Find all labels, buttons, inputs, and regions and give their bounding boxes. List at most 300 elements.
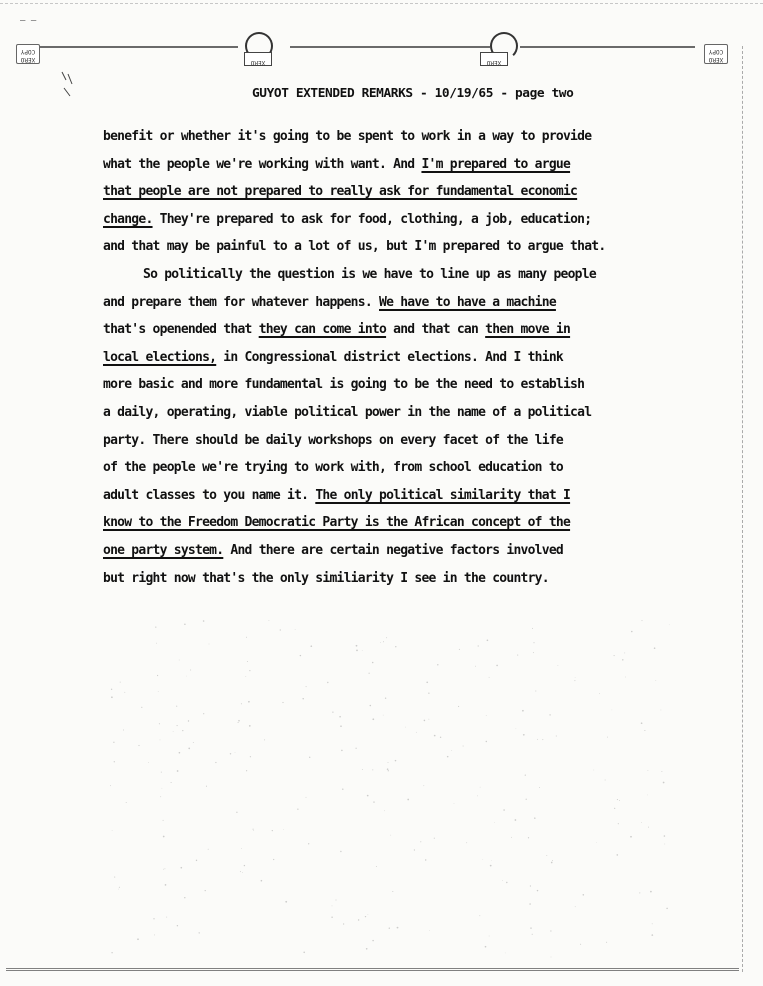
speckle-dot xyxy=(249,670,250,671)
speckle-dot xyxy=(551,957,552,958)
speckle-dot xyxy=(156,643,157,644)
speckle-dot xyxy=(641,722,643,724)
speckle-dot xyxy=(616,854,618,856)
speckle-dot xyxy=(206,786,207,787)
speckle-dot xyxy=(163,820,164,821)
speckle-dot xyxy=(332,711,333,712)
speckle-dot xyxy=(388,770,389,771)
speckle-dot xyxy=(246,637,247,638)
speckle-dot xyxy=(153,918,154,919)
speckle-dot xyxy=(486,715,487,716)
speckle-dot xyxy=(126,802,127,803)
speckle-dot xyxy=(154,934,155,935)
speckle-dot xyxy=(362,769,363,770)
underlined-text: change. xyxy=(103,211,153,227)
speckle-dot xyxy=(372,940,373,941)
speckle-dot xyxy=(209,644,210,645)
xero-copy-stamp-right: XERO COPY xyxy=(704,44,728,64)
speckle-dot xyxy=(230,753,231,754)
speckle-dot xyxy=(523,734,525,736)
text-line xyxy=(103,123,703,151)
speckle-dot xyxy=(196,860,197,861)
speckle-dot xyxy=(372,662,374,664)
speckle-dot xyxy=(165,884,167,886)
speckle-dot xyxy=(120,682,121,683)
speckle-dot xyxy=(148,762,149,763)
speckle-dot xyxy=(440,737,441,738)
speckle-dot xyxy=(502,880,503,881)
speckle-dot xyxy=(414,849,415,850)
speckle-dot xyxy=(454,803,455,804)
speckle-dot xyxy=(617,799,618,800)
speckle-dot xyxy=(429,930,430,931)
corner-mark: ‒ ‒ xyxy=(20,16,37,26)
speckle-dot xyxy=(647,770,648,771)
speckle-dot xyxy=(664,835,666,837)
speckle-dot xyxy=(489,936,490,937)
speckle-dot xyxy=(426,682,428,684)
speckle-dot xyxy=(159,723,160,724)
speckle-dot xyxy=(155,626,156,627)
speckle-dot xyxy=(386,637,387,638)
speckle-dot xyxy=(358,919,359,920)
speckle-dot xyxy=(647,795,648,796)
xero-copy-stamp-left: XERO COPY xyxy=(16,44,40,64)
text-segment: adult classes to you name it. xyxy=(103,487,316,503)
speckle-dot xyxy=(517,655,518,656)
speckle-dot xyxy=(370,705,372,707)
speckle-dot xyxy=(208,849,209,850)
speckle-dot xyxy=(111,696,113,698)
speckle-dot xyxy=(186,676,187,677)
top-rule-middle xyxy=(290,46,490,48)
speckle-dot xyxy=(177,725,178,726)
speckle-dot xyxy=(365,916,366,917)
speckle-dot xyxy=(308,843,309,844)
speckle-dot xyxy=(669,624,670,625)
speckle-dot xyxy=(528,837,529,838)
underlined-text: I'm prepared to argue xyxy=(421,156,571,172)
speckle-dot xyxy=(383,715,384,716)
speckle-dot xyxy=(424,720,426,722)
speckle-dot xyxy=(171,782,172,783)
speckle-dot xyxy=(458,706,459,707)
paragraph-1 xyxy=(103,123,703,261)
speckle-dot xyxy=(607,737,608,738)
speckle-dot xyxy=(648,827,649,828)
text-line xyxy=(103,233,703,261)
speckle-dot xyxy=(368,914,369,915)
speckle-dot xyxy=(385,698,386,699)
speckle-dot xyxy=(285,901,287,903)
speckle-dot xyxy=(184,624,186,626)
speckle-dot xyxy=(599,693,600,694)
speckle-dot xyxy=(240,871,241,872)
speckle-dot xyxy=(373,801,374,802)
speckle-dot xyxy=(437,664,438,665)
speckle-dot xyxy=(397,927,399,929)
speckle-dot xyxy=(332,906,333,907)
speckle-dot xyxy=(516,728,517,729)
speckle-dot xyxy=(630,836,632,838)
speckle-dot xyxy=(549,714,550,715)
speckle-dot xyxy=(428,693,429,694)
speckle-dot xyxy=(434,838,435,839)
speckle-dot xyxy=(642,620,643,621)
speckle-dot xyxy=(331,917,332,918)
bottom-rule xyxy=(6,968,739,971)
speckle-dot xyxy=(248,701,250,703)
speckle-dot xyxy=(425,859,426,860)
speckle-dot xyxy=(182,730,183,731)
speckle-dot xyxy=(341,750,343,752)
speckle-dot xyxy=(306,686,307,687)
speckle-dot xyxy=(666,908,668,910)
speckle-dot xyxy=(390,835,391,836)
underlined-text: We have to have a machine xyxy=(379,294,556,310)
paper-speckle-texture xyxy=(110,620,670,960)
speckle-dot xyxy=(343,923,344,924)
text-line xyxy=(103,206,703,234)
speckle-dot xyxy=(475,666,476,667)
underlined-text: know to the Freedom Democratic Party is the African concept of the xyxy=(103,515,571,531)
speckle-dot xyxy=(238,722,239,723)
speckle-dot xyxy=(253,829,254,830)
speckle-dot xyxy=(372,769,373,770)
speckle-dot xyxy=(655,680,656,681)
speckle-dot xyxy=(407,799,409,801)
speckle-dot xyxy=(405,727,406,728)
speckle-dot xyxy=(310,645,312,647)
speckle-dot xyxy=(177,770,179,772)
speckle-dot xyxy=(593,770,594,771)
speckle-dot xyxy=(215,762,216,763)
speckle-dot xyxy=(119,887,120,888)
underlined-text: that people are not prepared to really ask for fundamental economic xyxy=(103,184,578,200)
speckle-dot xyxy=(583,894,585,896)
speckle-dot xyxy=(596,842,597,843)
speckle-dot xyxy=(188,720,189,721)
speckle-dot xyxy=(575,906,576,907)
speckle-dot xyxy=(188,748,190,750)
speckle-dot xyxy=(241,703,242,704)
speckle-dot xyxy=(173,731,174,732)
speckle-dot xyxy=(480,787,481,788)
speckle-dot xyxy=(124,692,125,693)
speckle-dot xyxy=(652,923,653,924)
speckle-dot xyxy=(534,817,536,819)
speckle-dot xyxy=(485,946,487,948)
speckle-dot xyxy=(429,719,430,720)
speckle-dot xyxy=(282,702,283,703)
speckle-dot xyxy=(366,948,368,950)
speckle-dot xyxy=(552,860,553,861)
speckle-dot xyxy=(463,746,464,747)
text-line xyxy=(103,151,703,179)
speckle-dot xyxy=(160,796,161,797)
text-line xyxy=(103,289,703,317)
top-tear-line xyxy=(0,3,763,4)
speckle-dot xyxy=(525,774,526,775)
speckle-dot xyxy=(203,713,204,714)
speckle-dot xyxy=(205,890,206,891)
speckle-dot xyxy=(161,772,162,773)
page-header: GUYOT EXTENDED REMARKS - 10/19/65 - page two xyxy=(252,86,574,101)
speckle-dot xyxy=(644,730,645,731)
speckle-dot xyxy=(641,822,642,823)
speckle-dot xyxy=(384,810,385,811)
speckle-dot xyxy=(546,855,547,856)
top-rule-left xyxy=(38,46,238,48)
speckle-dot xyxy=(264,739,265,740)
speckle-dot xyxy=(389,927,390,928)
speckle-dot xyxy=(624,652,625,653)
speckle-dot xyxy=(164,868,165,869)
speckle-dot xyxy=(242,872,243,873)
speckle-dot xyxy=(297,809,298,810)
speckle-dot xyxy=(273,859,274,860)
speckle-dot xyxy=(179,660,180,661)
speckle-dot xyxy=(123,729,124,730)
speckle-dot xyxy=(335,899,336,900)
speckle-dot xyxy=(245,676,246,677)
speckle-dot xyxy=(395,646,396,647)
paragraph-2 xyxy=(103,261,703,592)
text-line xyxy=(103,509,703,537)
speckle-dot xyxy=(479,915,480,916)
speckle-dot xyxy=(176,706,177,707)
speckle-dot xyxy=(114,761,115,762)
speckle-dot xyxy=(539,787,540,788)
speckle-dot xyxy=(663,782,665,784)
speckle-dot xyxy=(496,665,498,667)
speckle-dot xyxy=(340,725,342,727)
text-segment: So politically the question is we have to line up as many people xyxy=(143,266,596,282)
text-segment: They're prepared to ask for food, clothing, a job, education; xyxy=(152,211,592,227)
speckle-dot xyxy=(395,760,397,762)
text-line xyxy=(103,261,703,289)
speckle-dot xyxy=(268,620,269,621)
speckle-dot xyxy=(491,860,492,861)
speckle-dot xyxy=(505,953,506,954)
speckle-dot xyxy=(651,934,653,936)
speckle-dot xyxy=(302,698,303,699)
speckle-dot xyxy=(639,892,640,893)
speckle-dot xyxy=(451,750,452,751)
speckle-dot xyxy=(494,822,495,823)
speckle-dot xyxy=(190,670,191,671)
speckle-dot xyxy=(355,748,356,749)
speckle-dot xyxy=(137,938,139,940)
speckle-dot xyxy=(606,942,607,943)
speckle-dot xyxy=(625,677,626,678)
text-line xyxy=(103,316,703,344)
speckle-dot xyxy=(614,655,615,656)
speckle-dot xyxy=(478,645,479,646)
speckle-dot xyxy=(163,836,165,838)
speckle-dot xyxy=(309,757,310,758)
speckle-dot xyxy=(550,930,551,931)
text-segment: and prepare them for whatever happens. xyxy=(103,294,379,310)
xero-copy-label-right: XERO xyxy=(480,52,508,66)
speckle-dot xyxy=(110,785,111,786)
text-line xyxy=(103,178,703,206)
speckle-dot xyxy=(515,819,517,821)
speckle-dot xyxy=(537,739,538,740)
speckle-dot xyxy=(238,720,240,722)
speckle-dot xyxy=(416,732,417,733)
speckle-dot xyxy=(618,823,619,824)
speckle-dot xyxy=(138,745,139,746)
speckle-dot xyxy=(158,691,159,692)
text-line xyxy=(103,371,703,399)
speckle-dot xyxy=(114,877,115,878)
speckle-dot xyxy=(482,859,483,860)
speckle-dot xyxy=(619,800,620,801)
speckle-dot xyxy=(383,641,384,642)
speckle-dot xyxy=(532,934,533,935)
speckle-dot xyxy=(367,795,369,797)
speckle-dot xyxy=(249,725,251,727)
speckle-dot xyxy=(533,652,534,653)
speckle-dot xyxy=(535,690,536,691)
speckle-dot xyxy=(447,756,449,758)
speckle-dot xyxy=(179,752,181,754)
speckle-dot xyxy=(551,862,553,864)
speckle-dot xyxy=(605,780,606,781)
speckle-dot xyxy=(295,629,296,630)
text-segment: a daily, operating, viable political power in the name of a political xyxy=(103,404,592,420)
speckle-dot xyxy=(423,785,424,786)
text-segment: but right now that's the only similiarity I see in the country. xyxy=(103,570,549,586)
speckle-dot xyxy=(580,944,581,945)
speckle-dot xyxy=(300,655,301,656)
speckle-dot xyxy=(537,890,538,891)
text-line xyxy=(103,427,703,455)
speckle-dot xyxy=(112,830,113,831)
text-segment: that's openended that xyxy=(103,322,259,338)
text-line xyxy=(103,344,703,372)
speckle-dot xyxy=(250,756,251,757)
speckle-dot xyxy=(241,848,242,849)
speckle-dot xyxy=(526,799,527,800)
speckle-dot xyxy=(327,682,328,683)
speckle-dot xyxy=(203,620,205,622)
speckle-dot xyxy=(533,642,534,643)
speckle-dot xyxy=(522,710,524,712)
speckle-dot xyxy=(303,952,305,954)
speckle-dot xyxy=(193,742,194,743)
speckle-dot xyxy=(556,735,557,736)
speckle-dot xyxy=(506,882,507,883)
speckle-dot xyxy=(487,639,489,641)
speckle-dot xyxy=(575,677,576,678)
text-segment: And there are certain negative factors involved xyxy=(223,542,563,558)
margin-scribble-mark xyxy=(60,70,80,100)
speckle-dot xyxy=(177,925,178,926)
speckle-dot xyxy=(162,788,163,789)
speckle-dot xyxy=(261,880,263,882)
speckle-dot xyxy=(631,631,633,633)
speckle-dot xyxy=(574,680,575,681)
text-line xyxy=(103,537,703,565)
speckle-dot xyxy=(342,788,343,789)
underlined-text: local elections, xyxy=(103,349,217,365)
speckle-dot xyxy=(253,830,254,831)
speckle-dot xyxy=(244,865,245,866)
text-segment: in Congressional district elections. And I think xyxy=(216,349,563,365)
speckle-dot xyxy=(486,741,487,742)
underlined-text: one party system. xyxy=(103,542,224,558)
speckle-dot xyxy=(157,675,158,676)
speckle-dot xyxy=(111,689,112,690)
speckle-dot xyxy=(199,932,200,933)
speckle-dot xyxy=(236,812,237,813)
speckle-dot xyxy=(387,768,389,770)
speckle-dot xyxy=(664,844,665,845)
underlined-text: The only political similarity that I xyxy=(315,487,571,503)
speckle-dot xyxy=(530,927,531,928)
speckle-dot xyxy=(612,710,613,711)
text-segment: of the people we're trying to work with, from school education to xyxy=(103,460,563,476)
speckle-dot xyxy=(511,837,512,838)
speckle-dot xyxy=(280,629,281,630)
text-segment: benefit or whether it's going to be spent to work in a way to provide xyxy=(103,129,592,144)
speckle-dot xyxy=(530,885,531,886)
top-rule-right xyxy=(520,46,695,48)
speckle-dot xyxy=(622,659,623,660)
underlined-text: then move in xyxy=(485,322,571,338)
speckle-dot xyxy=(650,891,652,893)
speckle-dot xyxy=(247,661,248,662)
speckle-dot xyxy=(654,647,656,649)
text-line xyxy=(103,399,703,427)
speckle-dot xyxy=(489,677,490,678)
speckle-dot xyxy=(141,707,142,708)
xero-copy-label-left: XERO xyxy=(244,52,272,66)
speckle-dot xyxy=(388,762,389,763)
text-line xyxy=(103,454,703,482)
text-segment: what the people we're working with want. And xyxy=(103,156,422,172)
speckle-dot xyxy=(376,866,377,867)
body-text xyxy=(103,123,703,592)
speckle-dot xyxy=(661,710,662,711)
speckle-dot xyxy=(166,917,167,918)
text-line xyxy=(103,482,703,510)
speckle-dot xyxy=(118,889,119,890)
speckle-dot xyxy=(466,842,467,843)
underlined-text: they can come into xyxy=(258,322,387,338)
speckle-dot xyxy=(614,808,615,809)
speckle-dot xyxy=(340,851,341,852)
speckle-dot xyxy=(503,809,505,811)
speckle-dot xyxy=(356,650,358,652)
speckle-dot xyxy=(111,952,112,953)
speckle-dot xyxy=(372,718,374,720)
speckle-dot xyxy=(272,830,273,831)
speckle-dot xyxy=(184,897,185,898)
speckle-dot xyxy=(160,740,161,741)
speckle-dot xyxy=(180,867,182,869)
speckle-dot xyxy=(392,891,393,892)
speckle-dot xyxy=(113,742,114,743)
text-segment: and that can xyxy=(386,322,486,338)
speckle-dot xyxy=(246,770,247,771)
speckle-dot xyxy=(529,903,531,905)
speckle-dot xyxy=(362,650,363,651)
speckle-dot xyxy=(306,797,307,798)
speckle-dot xyxy=(490,865,492,867)
